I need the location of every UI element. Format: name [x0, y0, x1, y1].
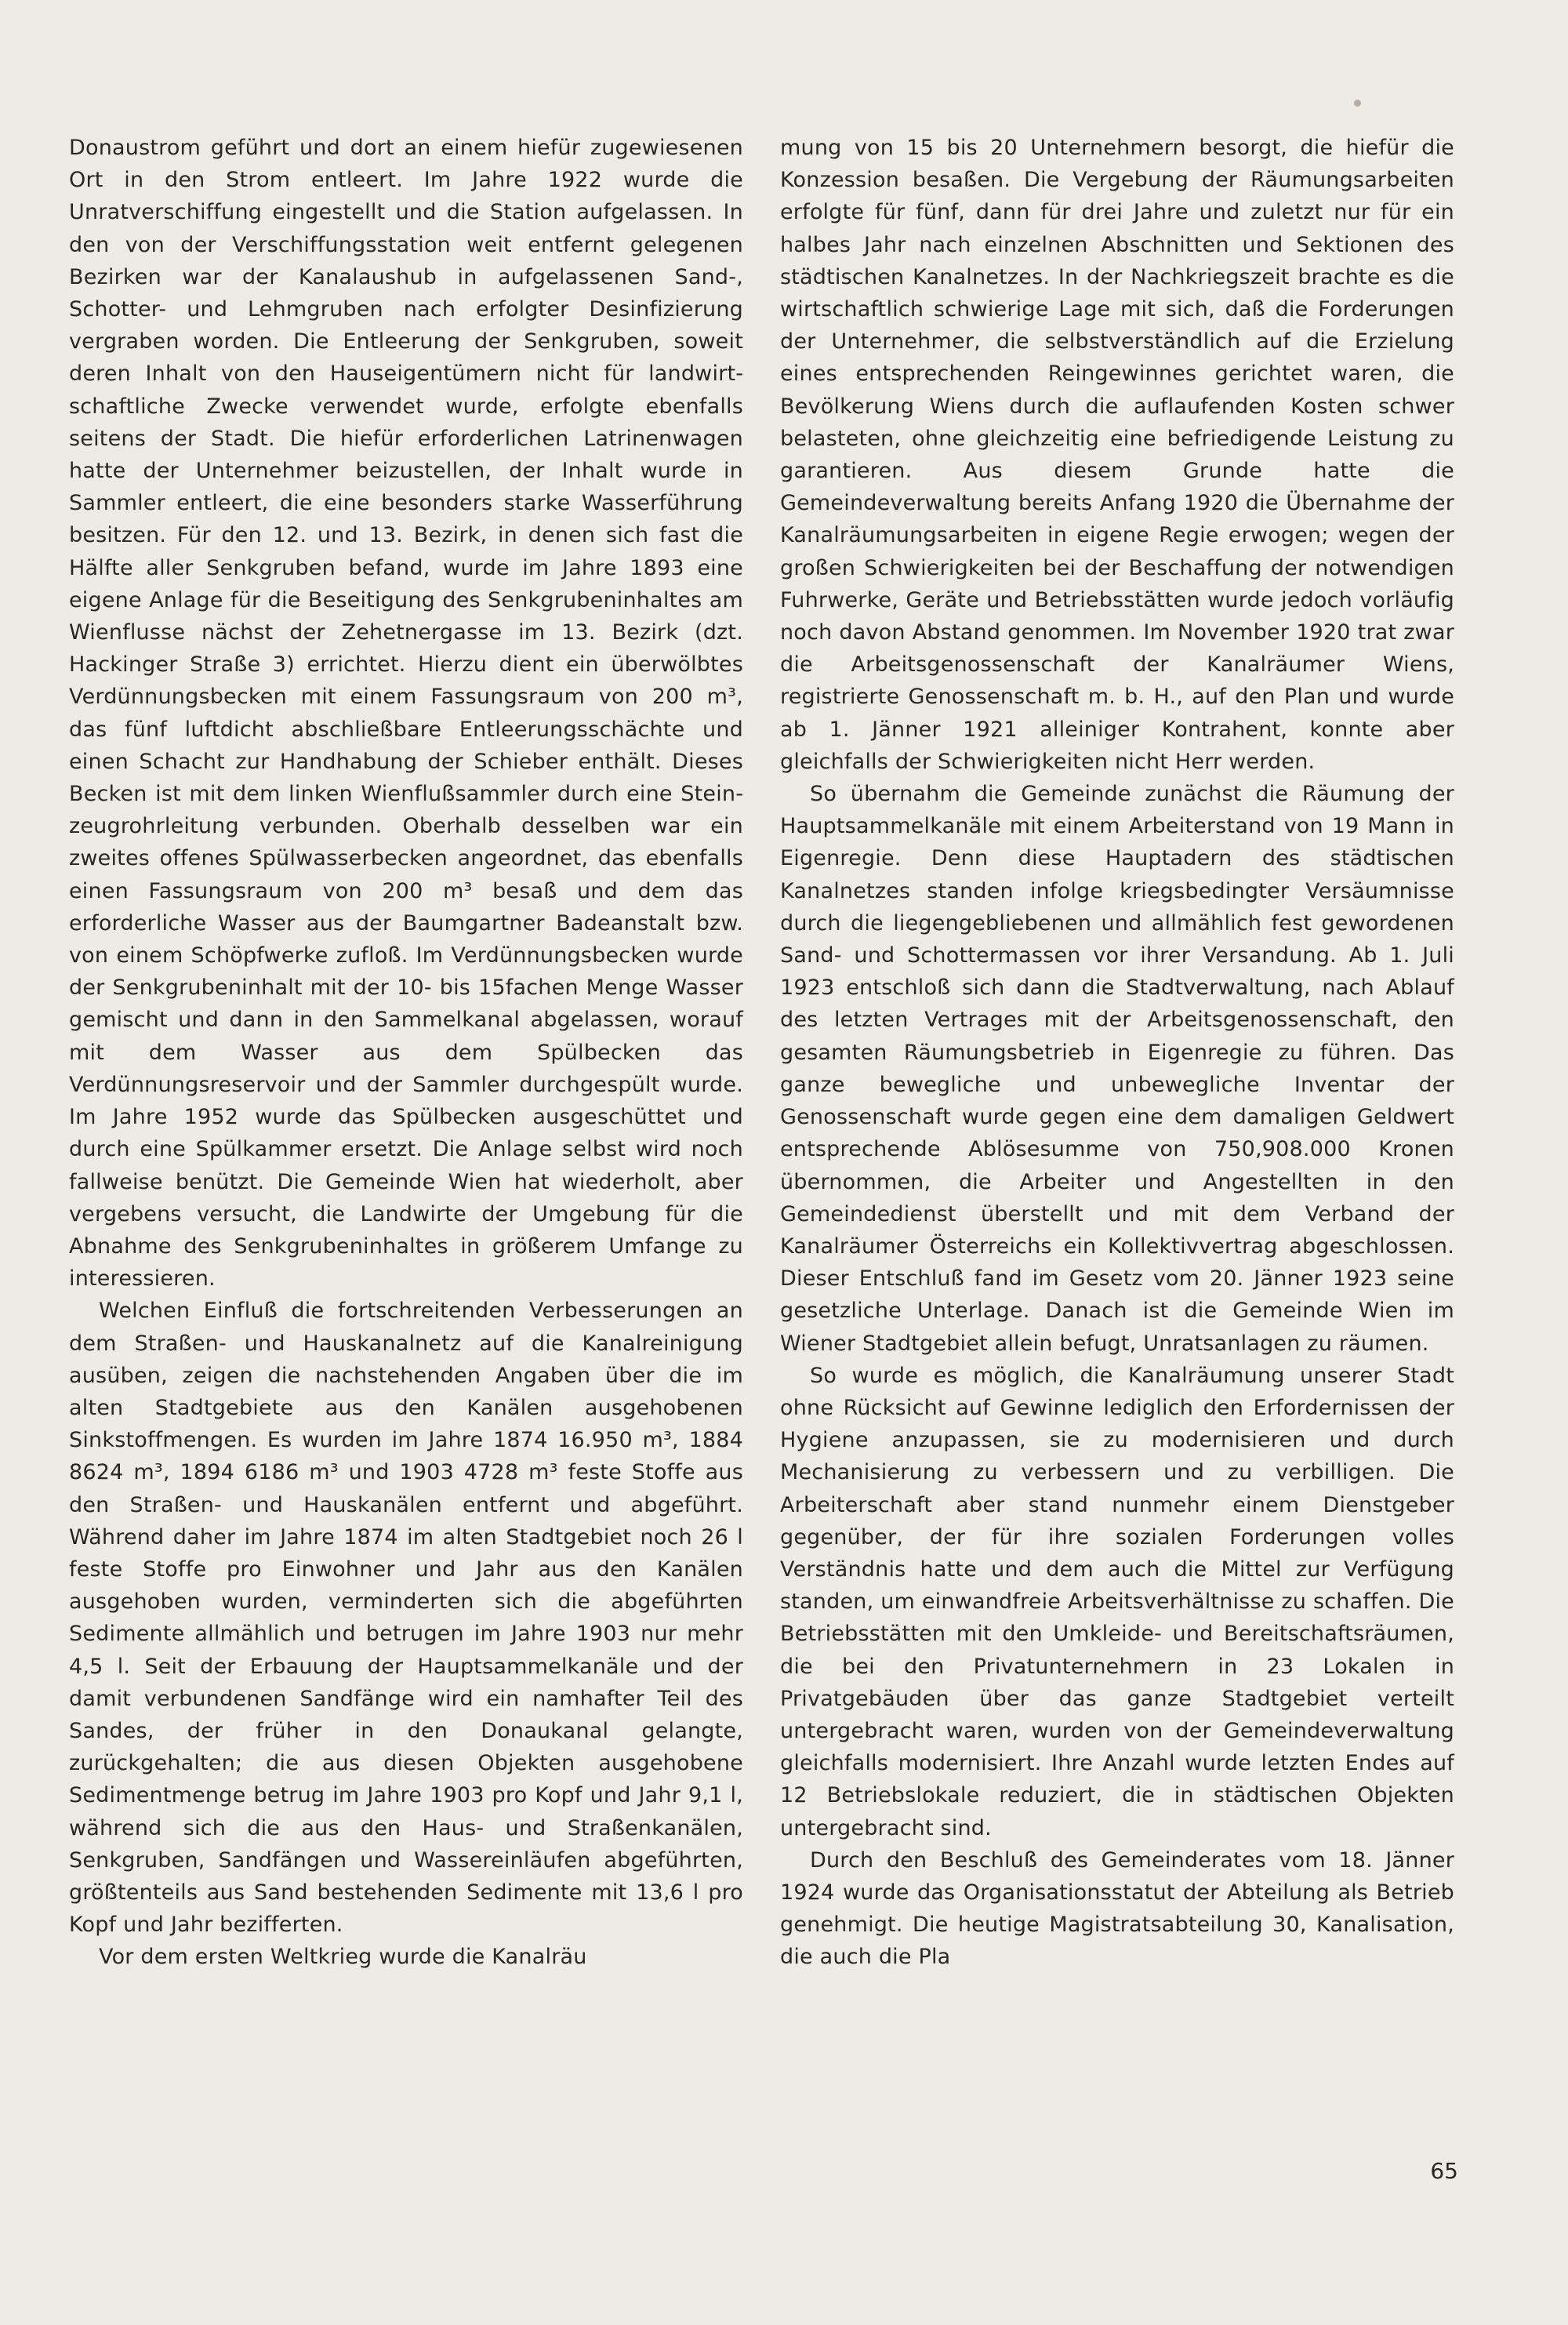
right-paragraph-1: mung von 15 bis 20 Unternehmern besorgt, die hiefür die Konzession besaßen. Die Vergebung der Räumungsarbeiten erfolgte für fünf, dann für drei Jahre und zuletzt nur für ein halbes Jahr nach einzelnen Abschnitten und Sektionen des städtischen Kanalnetzes. In der Nachkriegszeit brachte es die wirtschaftlich schwierige Lage mit sich, daß die Forderungen der Unternehmer, die selbstverständlich auf die Erzielung eines entsprechenden Reingewinnes gerichtet waren, die Bevölkerung Wiens durch die auflaufenden Kosten schwer belasteten, ohne gleichzeitig eine befriedigende Leistung zu garantieren. Aus diesem Grunde hatte die Gemeindeverwaltung bereits Anfang 1920 die Übernahme der Kanalräumungsarbeiten in eigene Regie erwogen; wegen der großen Schwierigkeiten bei der Beschaffung der notwendigen Fuhrwerke, Geräte und Betriebsstätten wurde jedoch vorläufig noch davon Abstand genommen. Im November 1920 trat zwar die Arbeitsgenossenschaft der Kanalräumer Wiens, registrierte Genossenschaft m. b. H., auf den Plan und wurde ab 1. Jänner 1921 alleiniger Kontrahent, konnte aber gleichfalls der Schwierigkeiten nicht Herr werden.	[780, 136, 1454, 774]
right-paragraph-4: Durch den Beschluß des Gemeinderates vom 18. Jänner 1924 wurde das Organisationsstatut der Abteilung als Betrieb genehmigt. Die heutige Magistratsabteilung 30, Kanalisation, die auch die Pla	[780, 1847, 1454, 1970]
left-paragraph-1: Donaustrom geführt und dort an einem hiefür zugewiesenen Ort in den Strom entleert. Im Jahre 1922 wurde die Unratverschiffung eingestellt und die Station aufgelassen. In den von der Verschiffungsstation weit entfernt gelegenen Bezirken war der Kanalaushub in aufgelassenen Sand-, Schotter- und Lehmgruben nach erfolgter Desinfizierung vergraben worden. Die Entleerung der Senkgruben, soweit deren Inhalt von den Hauseigentümern nicht für landwirtschaftliche Zwecke verwendet wurde, erfolgte ebenfalls seitens der Stadt. Die hiefür erforderlichen Latrinenwagen hatte der Unternehmer beizustellen, der Inhalt wurde in Sammler entleert, die eine besonders starke Wasserführung besitzen. Für den 12. und 13. Bezirk, in denen sich fast die Hälfte aller Senkgruben befand, wurde im Jahre 1893 eine eigene Anlage für die Beseitigung des Senkgrubeninhaltes am Wienflusse nächst der Zehetnergasse im 13. Bezirk (dzt. Hackinger Straße 3) errichtet. Hierzu dient ein überwölbtes Verdünnungsbecken mit einem Fassungsraum von 200 m³, das fünf luftdicht abschließbare Entleerungsschächte und einen Schacht zur Handhabung der Schieber enthält. Dieses Becken ist mit dem linken Wienflußsammler durch eine Steinzeugrohrleitung verbunden. Oberhalb desselben war ein zweites offenes Spülwasserbecken angeordnet, das ebenfalls einen Fassungsraum von 200 m³ besaß und dem das erforderliche Wasser aus der Baumgartner Badeanstalt bzw. von einem Schöpfwerke zufloß. Im Verdünnungsbecken wurde der Senkgrubeninhalt mit der 10- bis 15fachen Menge Wasser gemischt und dann in den Sammelkanal abgelassen, worauf mit dem Wasser aus dem Spülbecken das Verdünnungsreservoir und der Sammler durchgespült wurde. Im Jahre 1952 wurde das Spülbecken ausgeschüttet und durch eine Spülkammer ersetzt. Die Anlage selbst wird noch fallweise benützt. Die Gemeinde Wien hat wiederholt, aber vergebens versucht, die Landwirte der Umgebung für die Abnahme des Senkgrubeninhaltes in größerem Umfange zu interessieren.	[69, 136, 743, 1291]
left-column	[69, 132, 743, 1974]
page-number: 65	[1430, 2158, 1458, 2184]
left-paragraph-3: Vor dem ersten Weltkrieg wurde die Kanalräu	[99, 1945, 587, 1970]
right-paragraph-2: So übernahm die Gemeinde zunächst die Räumung der Hauptsammelkanäle mit einem Arbeiterstand von 19 Mann in Eigenregie. Denn diese Hauptadern des städtischen Kanalnetzes standen infolge kriegsbedingter Versäumnisse durch die liegengebliebenen und allmählich fest gewordenen Sand- und Schottermassen vor ihrer Versandung. Ab 1. Juli 1923 entschloß sich dann die Stadtverwaltung, nach Ablauf des letzten Vertrages mit der Arbeitsgenossenschaft, den gesamten Räumungsbetrieb in Eigenregie zu führen. Das ganze bewegliche und unbewegliche Inventar der Genossenschaft wurde gegen eine dem damaligen Geldwert entsprechende Ablösesumme von 750,908.000 Kronen übernommen, die Arbeiter und Angestellten in den Gemeindedienst überstellt und mit dem Verband der Kanalräumer Österreichs ein Kollektivvertrag abgeschlossen. Dieser Entschluß fand im Gesetz vom 20. Jänner 1923 seine gesetzliche Unterlage. Danach ist die Gemeinde Wien im Wiener Stadtgebiet allein befugt, Unratsanlagen zu räumen.	[780, 782, 1454, 1356]
right-column	[780, 132, 1454, 1974]
right-paragraph-3: So wurde es möglich, die Kanalräumung unserer Stadt ohne Rücksicht auf Gewinne lediglich den Erfordernissen der Hygiene anzupassen, sie zu modernisieren und durch Mechanisierung zu verbessern und zu verbilligen. Die Arbeiterschaft aber stand nunmehr einem Dienstgeber gegenüber, der für ihre sozialen Forderungen volles Verständnis hatte und dem auch die Mittel zur Verfügung standen, um einwandfreie Arbeitsverhältnisse zu schaffen. Die Betriebsstätten mit den Umkleide- und Bereitschaftsräumen, die bei den Privatunternehmern in 23 Lokalen in Privatgebäuden über das ganze Stadtgebiet verteilt untergebracht waren, wurden von der Gemeindeverwaltung gleichfalls modernisiert. Ihre Anzahl wurde letzten Endes auf 12 Betriebslokale reduziert, die in städtischen Objekten untergebracht sind.	[780, 1363, 1454, 1840]
paper-speck	[1354, 100, 1361, 107]
left-paragraph-2: Welchen Einfluß die fortschreitenden Verbesserungen an dem Straßen- und Hauskanalnetz auf die Kanalreinigung ausüben, zeigen die nachstehenden Angaben über die im alten Stadtgebiete aus den Kanälen ausgehobenen Sinkstoffmengen. Es wurden im Jahre 1874 16.950 m³, 1884 8624 m³, 1894 6186 m³ und 1903 4728 m³ feste Stoffe aus den Straßen- und Hauskanälen entfernt und abgeführt. Während daher im Jahre 1874 im alten Stadtgebiet noch 26 l feste Stoffe pro Einwohner und Jahr aus den Kanälen ausgehoben wurden, verminderten sich die abgeführten Sedimente allmählich und betrugen im Jahre 1903 nur mehr 4,5 l. Seit der Erbauung der Hauptsammelkanäle und der damit verbundenen Sandfänge wird ein namhafter Teil des Sandes, der früher in den Donaukanal gelangte, zurückgehalten; die aus diesen Objekten ausgehobene Sedimentmenge betrug im Jahre 1903 pro Kopf und Jahr 9,1 l, während sich die aus den Haus- und Straßenkanälen, Senkgruben, Sandfängen und Wassereinläufen abgeführten, größtenteils aus Sand bestehenden Sedimente mit 13,6 l pro Kopf und Jahr bezifferten.	[69, 1299, 743, 1938]
